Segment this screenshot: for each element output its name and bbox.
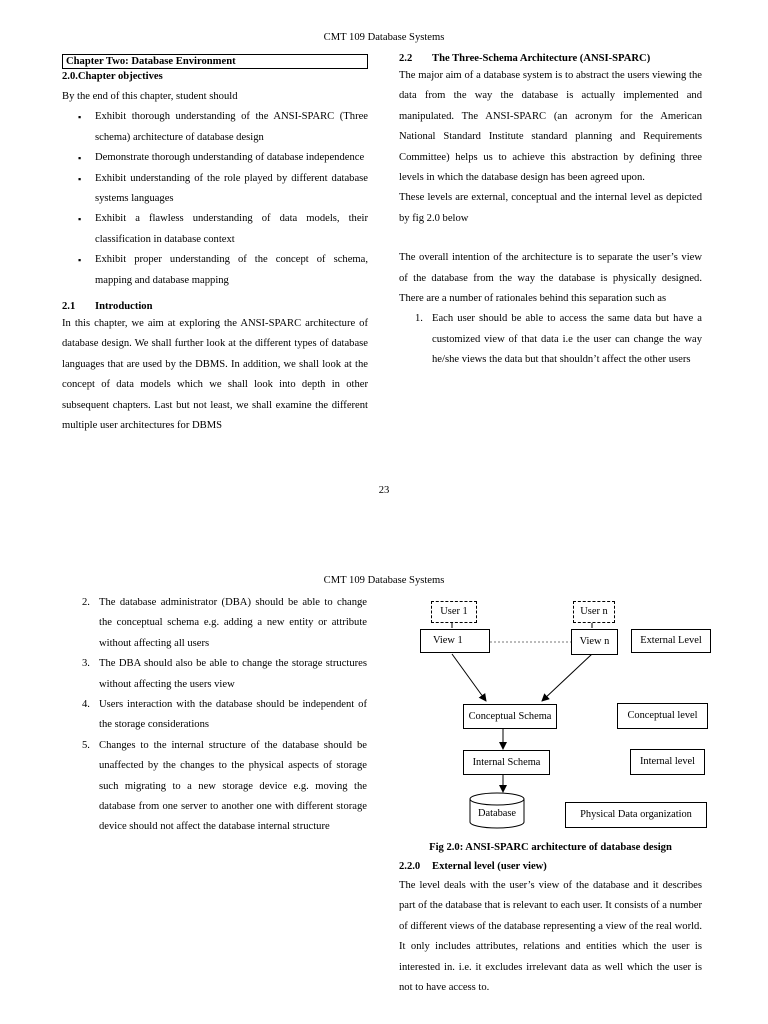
objective-item: ▪ Exhibit thorough understanding of the ANSI-SPARC (Three schema) architecture of database design — [62, 107, 368, 148]
introduction-heading — [62, 300, 368, 314]
introduction-text: In this chapter, we aim at exploring the ANSI-SPARC architecture of database design. We shall further look at the different types of database languages that are used by the DBMS. In addition, we shall look at the concept of data models which we shall look into depth in other subsequent chapters. Last but not least, we shall examine the different multiple user architectures for DBMS — [62, 318, 368, 432]
objective-item: ▪ Demonstrate thorough understanding of database independence — [62, 148, 368, 168]
rationale-item — [66, 654, 367, 695]
objective-item: ▪ Exhibit a flawless understanding of data models, their classification in database context — [62, 209, 368, 250]
physical-data-box: Physical Data organization — [565, 802, 707, 828]
section-number: 2.2.0 — [399, 861, 421, 872]
external-level-heading — [399, 860, 702, 874]
page2-left-column — [66, 593, 367, 838]
three-schema-heading — [399, 52, 702, 66]
three-schema-para1: The major aim of a database system is to abstract the users viewing the data from the way the database is actually implemented and manipulated. The ANSI-SPARC (an acronym for the American National Standard Institute standard planning and Requirements Committee) helps us to achieve this abstraction by defining three levels in which the database design has been agreed upon. — [399, 70, 702, 184]
figure-caption: Fig 2.0: ANSI-SPARC architecture of database design — [429, 842, 672, 853]
view1-box: View 1 — [420, 629, 490, 653]
rationale-number: 4. — [82, 699, 90, 711]
page1-header: CMT 109 Database Systems — [323, 32, 445, 43]
rationale-number: 1. — [415, 313, 423, 325]
rationale-text: Each user should be able to access the same data but have a customized view of that data i.e the user can change the way he/she views the data but that shouldn’t affect the other users — [432, 313, 702, 366]
conceptual-schema-box: Conceptual Schema — [463, 704, 557, 729]
rationale-item — [66, 736, 367, 838]
viewn-box: View n — [571, 629, 618, 655]
viewn-arrow — [542, 654, 592, 701]
section-number: 2.1 — [62, 301, 76, 313]
rationale-text: Changes to the internal structure of the database should be unaffected by the changes to the physical aspects of storage such migrating to a new storage device e.g. moving the database from one server to another one with different storage device should not affect the database internal structure — [99, 739, 367, 833]
section-title: The Three-Schema Architecture (ANSI-SPARC) — [432, 53, 651, 64]
rationale-text: Users interaction with the database should be independent of the storage considerations — [99, 699, 367, 731]
objectives-heading: 2.0.Chapter objectives — [62, 71, 163, 82]
page1-right-column — [399, 52, 702, 371]
internal-level-box: Internal level — [630, 749, 705, 775]
rationale-number: 5. — [82, 739, 90, 751]
rationale-item — [399, 309, 702, 370]
rationale-number: 3. — [82, 658, 90, 670]
chapter-title: Chapter Two: Database Environment — [62, 54, 368, 69]
objective-item: ▪ Exhibit proper understanding of the concept of schema, mapping and database mapping — [62, 250, 368, 291]
rationale-item — [66, 593, 367, 654]
objectives-intro: By the end of this chapter, student should — [62, 91, 238, 102]
rationales-list-1 — [399, 309, 702, 370]
three-schema-para3: The overall intention of the architecture is to separate the user’s view of the database from the way the database is physically designed. There are a number of rationales behind this separation such as — [399, 252, 702, 305]
objective-item: ▪ Exhibit understanding of the role played by different database systems languages — [62, 169, 368, 210]
page2-header: CMT 109 Database Systems — [323, 575, 445, 586]
conceptual-level-box: Conceptual level — [617, 703, 708, 729]
three-schema-para2: These levels are external, conceptual and the internal level as depicted by fig 2.0 below — [399, 192, 702, 224]
rationale-text: The database administrator (DBA) should be able to change the conceptual schema e.g. adding a new entity or attribute without affecting all users — [99, 597, 367, 649]
view1-arrow — [452, 654, 486, 701]
page1-left-column — [62, 54, 368, 437]
user1-box: User 1 — [431, 601, 477, 623]
external-level-text: The level deals with the user’s view of the database and it describes part of the database that is relevant to each user. It consists of a number of different views of the database representing a view of the real world. It only includes attributes, relations and entities which the user is interested in. i.e. it excludes irrelevant data as well which the user is not to have access to. — [399, 880, 702, 994]
page-number: 23 — [378, 485, 390, 496]
page2-right-column — [399, 841, 702, 998]
section-title: External level (user view) — [432, 861, 547, 872]
objectives-list — [62, 107, 368, 291]
rationales-list-2 — [66, 593, 367, 838]
rationale-item — [66, 695, 367, 736]
internal-schema-box: Internal Schema — [463, 750, 550, 775]
rationale-text: The DBA should also be able to change the storage structures without affecting the users view — [99, 658, 367, 690]
ansi-sparc-diagram — [420, 596, 720, 832]
usern-box: User n — [573, 601, 615, 623]
section-number: 2.2 — [399, 53, 413, 64]
database-label: Database — [477, 808, 517, 819]
rationale-number: 2. — [82, 597, 90, 608]
external-level-box: External Level — [631, 629, 711, 653]
section-title: Introduction — [95, 301, 153, 313]
